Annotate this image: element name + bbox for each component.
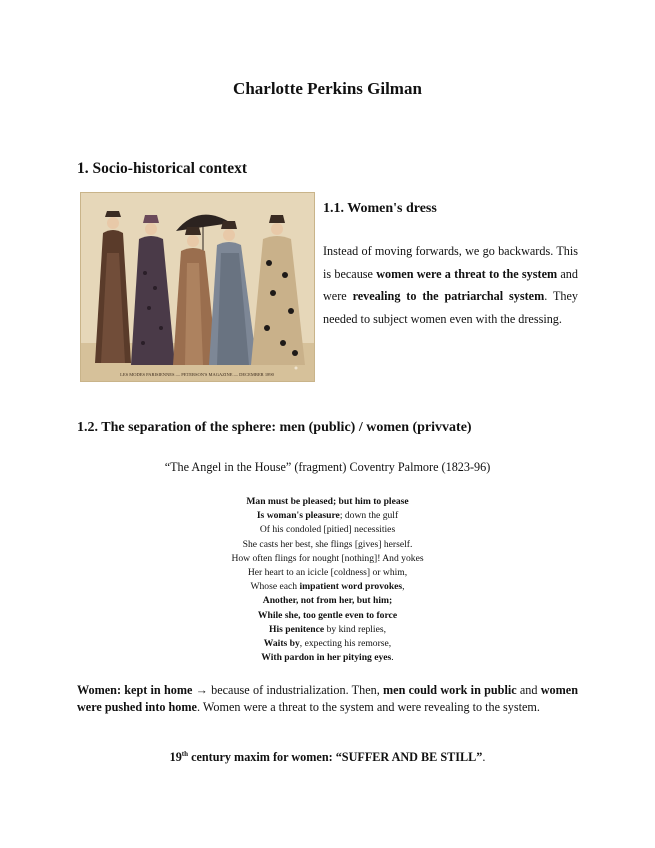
poem-line: How often flings for nought [nothing]! And yokes — [231, 552, 424, 564]
poem-line: Man must be pleased; but him to please — [246, 496, 409, 507]
fashion-plate-image — [80, 192, 315, 382]
poem-line: Whose each impatient word provokes, — [250, 581, 405, 593]
fashion-plate-illustration — [81, 193, 314, 381]
figure-caption: LES MODES PARISIENNES — PETERSON'S MAGAZINE — DECEMBER 1890 — [120, 372, 274, 377]
poem-fragment — [0, 495, 655, 665]
poem-line: While she, too gentle even to force — [257, 609, 398, 621]
poem-line: She casts her best, she flings [gives] herself. — [242, 538, 413, 550]
subsection-heading-womens-dress: 1.1. Women's dress — [323, 201, 437, 216]
subsection-heading-separation-of-spheres: 1.2. The separation of the sphere: men (public) / women (privvate) — [77, 420, 472, 435]
page-title: Charlotte Perkins Gilman — [233, 79, 422, 98]
womens-dress-paragraph: Instead of moving forwards, we go backwards. This is because women were a threat to the system and were revealing to the patriarchal system. They needed to subject women even with the dressing. — [323, 244, 578, 326]
poem-line: With pardon in her pitying eyes. — [261, 652, 394, 664]
poem-line: Another, not from her, but him; — [262, 595, 393, 607]
poem-line: Of his condoled [pitied] necessities — [259, 524, 396, 536]
poem-line: Is woman's pleasure; down the gulf — [256, 510, 399, 522]
poem-line: Her heart to an icicle [coldness] or whim, — [247, 567, 408, 579]
women-kept-in-home-paragraph: Women: kept in home → because of industrialization. Then, men could work in public and women were pushed into home. Women were a threat to the system and were revealing to the system. — [77, 683, 578, 715]
century-maxim: 19th century maxim for women: “SUFFER AND BE STILL”. — [169, 750, 486, 765]
section-heading-socio-historical: 1. Socio-historical context — [77, 160, 248, 177]
poem-line: His penitence by kind replies, — [269, 623, 386, 635]
poem-source-caption: “The Angel in the House” (fragment) Coventry Palmore (1823-96) — [164, 460, 491, 474]
poem-line: Waits by, expecting his remorse, — [263, 638, 392, 650]
